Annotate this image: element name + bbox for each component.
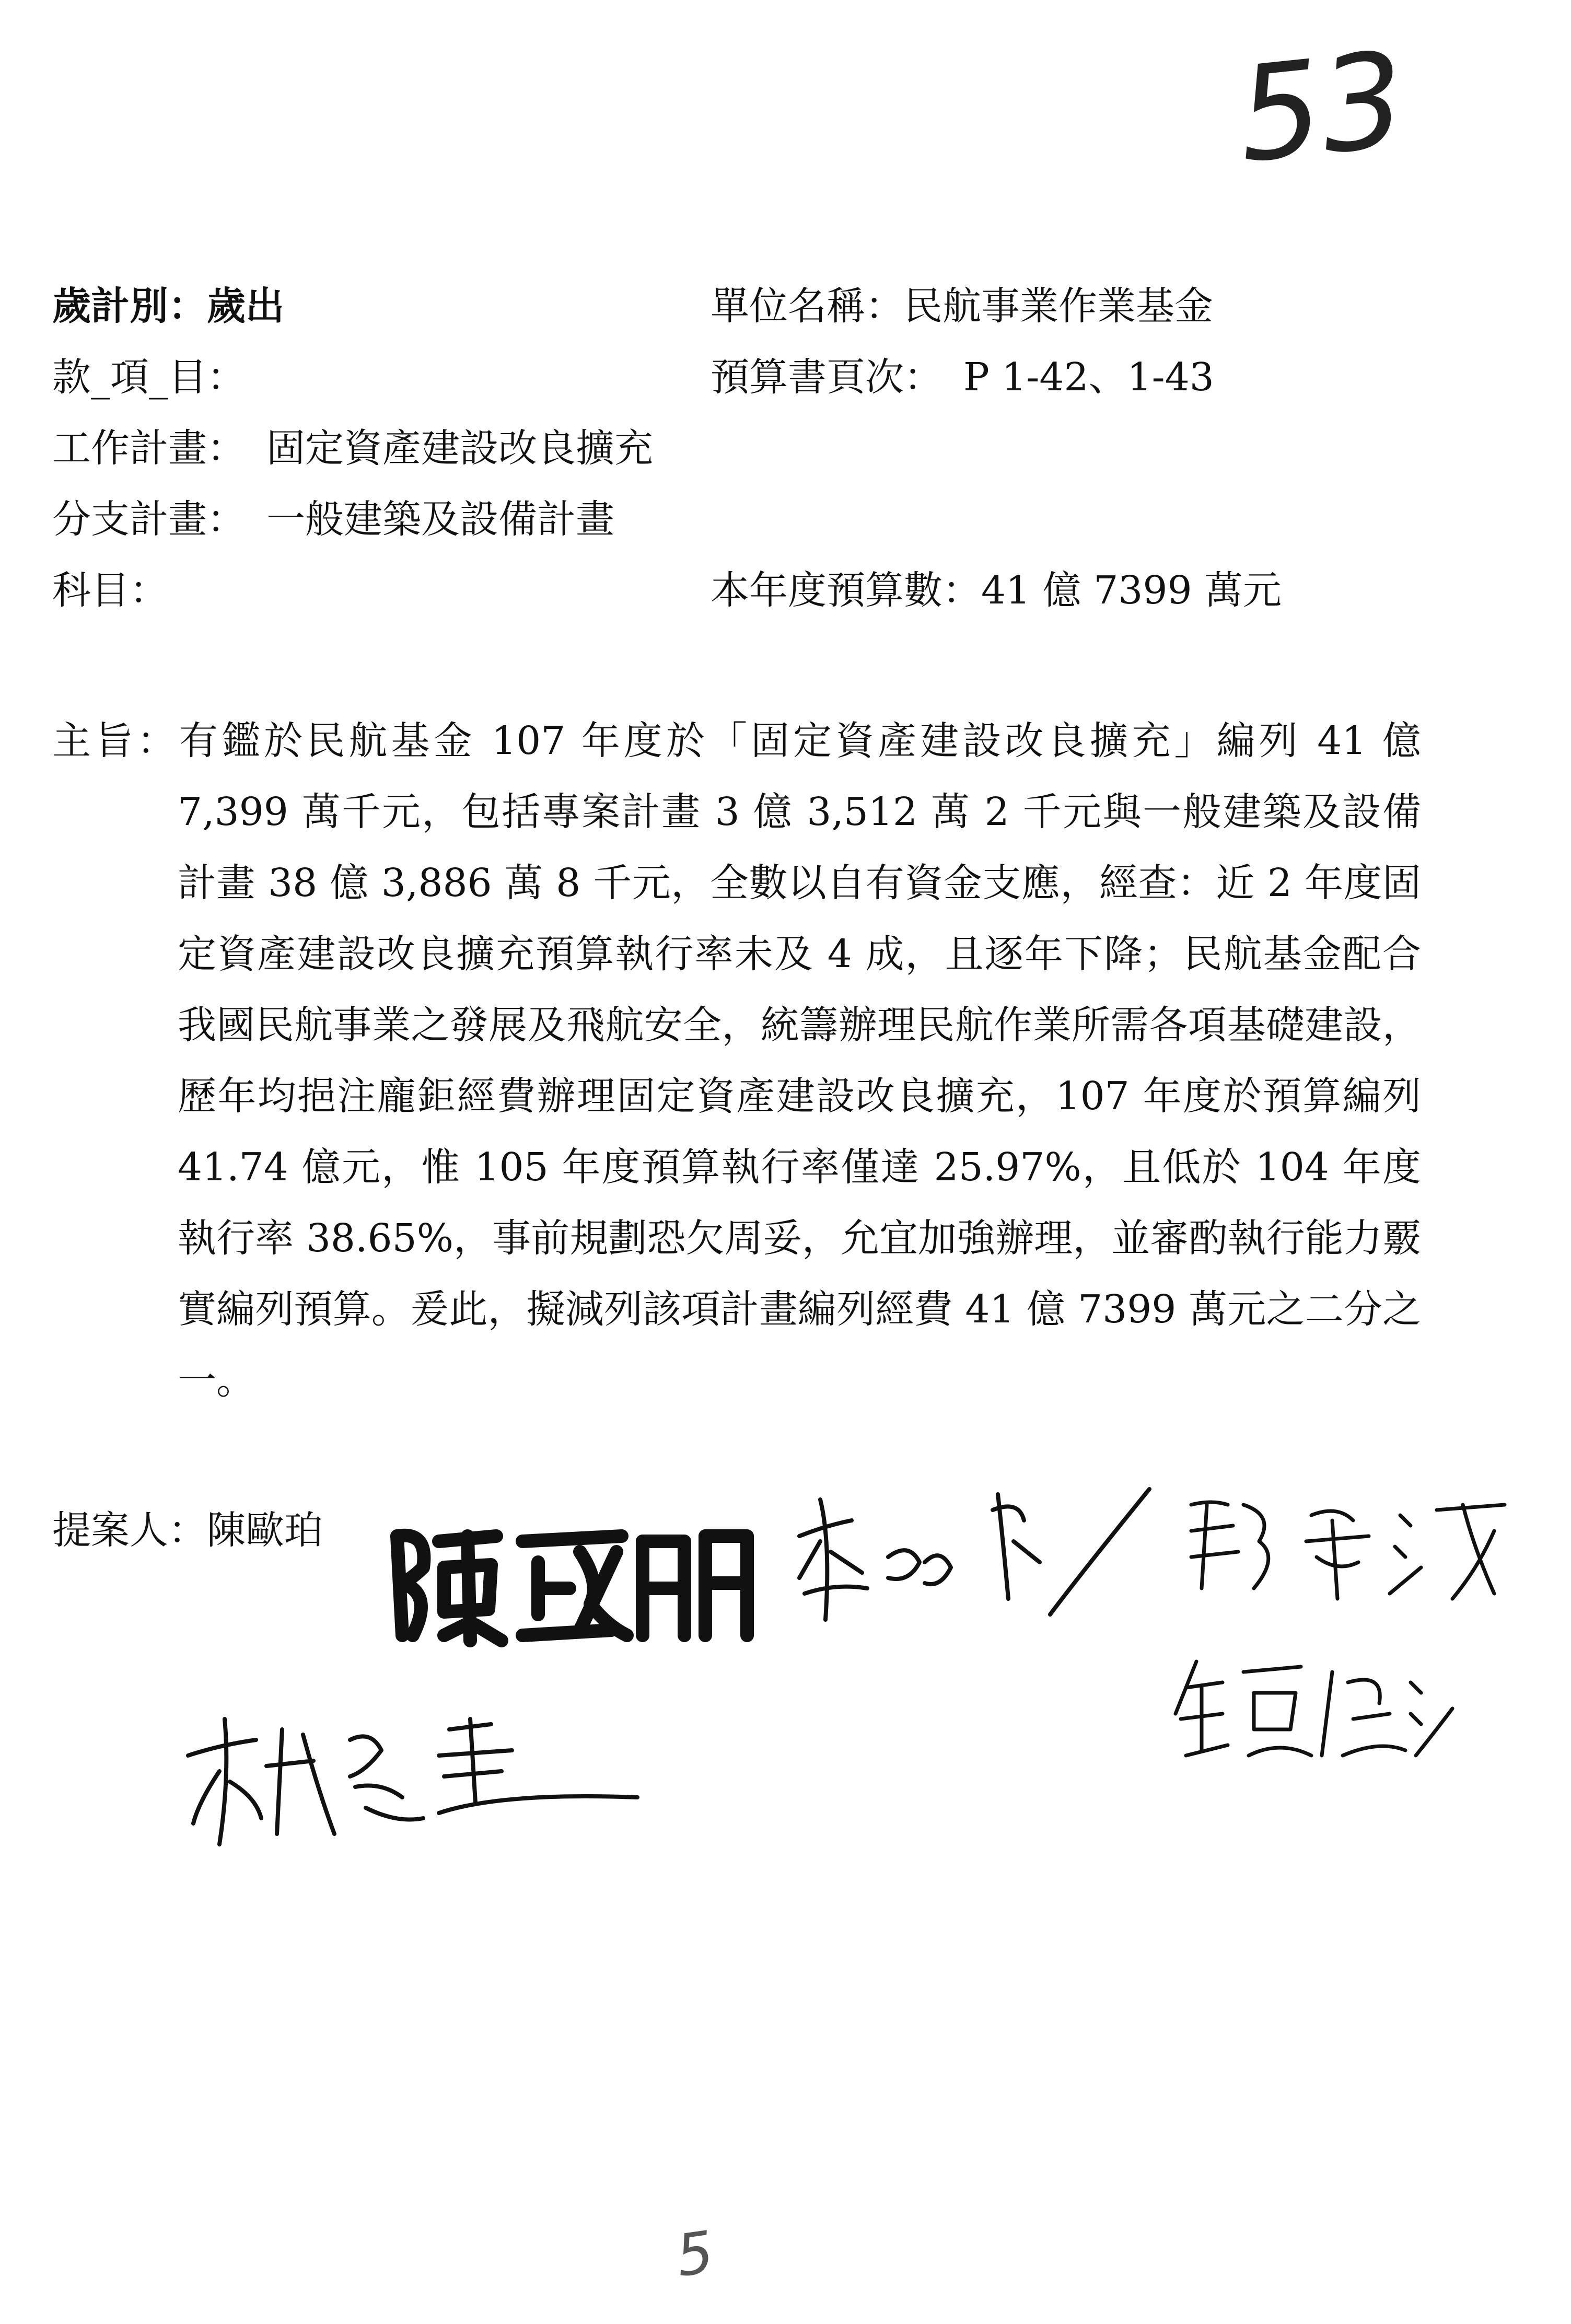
subject-row <box>52 555 653 626</box>
budget-value: 41 億 7399 萬元 <box>981 568 1282 613</box>
unit-value: 民航事業作業基金 <box>904 284 1213 329</box>
header-left-column <box>52 271 653 626</box>
page-ref-label: 預算書頁次： <box>711 355 942 400</box>
signature-lin-jun-xian <box>178 1698 648 1855</box>
signature-zhong-jia-bin <box>1165 1651 1458 1766</box>
handwritten-footer-mark: 5 <box>672 2218 718 2290</box>
page-ref-value: P 1-42、1-43 <box>963 355 1214 400</box>
proposer <box>52 1500 323 1555</box>
signature-li-kun-ze <box>789 1479 1155 1635</box>
main-purpose <box>52 705 1421 1416</box>
work-plan-label: 工作計畫： <box>52 426 246 471</box>
plan-type-label: 歲計別： <box>52 284 207 329</box>
sub-plan-label: 分支計畫： <box>52 497 246 542</box>
budget-row <box>711 555 1282 626</box>
work-plan-row <box>52 413 653 484</box>
main-label: 主旨： <box>52 718 180 763</box>
signature-zheng-bao-qing <box>1181 1484 1515 1620</box>
unit-row <box>711 271 1282 342</box>
unit-label: 單位名稱： <box>711 284 904 329</box>
header-right-column <box>711 271 1282 626</box>
budget-label: 本年度預算數： <box>711 568 981 613</box>
proposer-name: 陳歐珀 <box>207 1508 323 1553</box>
item-label: 款_項_目： <box>52 355 246 400</box>
signature-chen-ou-po <box>381 1505 758 1651</box>
work-plan-value: 固定資產建設改良擴充 <box>266 426 653 471</box>
sub-plan-value: 一般建築及設備計畫 <box>266 497 614 542</box>
main-paragraph <box>52 705 1421 1416</box>
proposer-label: 提案人： <box>52 1508 207 1553</box>
sub-plan-row <box>52 484 653 555</box>
page-ref-row <box>711 342 1282 413</box>
main-text: 有鑑於民航基金 107 年度於「固定資產建設改良擴充」編列 41 億 7,399 萬千元，包括專案計畫 3 億 3,512 萬 2 千元與一般建築及設備計畫 38 億 3,886 萬 8 千元，全數以自有資金支應，經查：近 2 年度固定資產建設改良擴充預算執行率未及 4 成，且逐年下降；民航基金配合我國民航事業之發展及飛航安全，統籌辦理民航作業所需各項基礎建設，歷年均挹注龐鉅經費辦理固定資產建設改良擴充，107 年度於預算編列 41.74 億元，惟 105 年度預算執行率僅達 25.97%，且低於 104 年度執行率 38.65%，事前規劃恐欠周妥，允宜加強辦理，並審酌執行能力覈實編列預算。爰此，擬減列該項計畫編列經費 41 億 7399 萬元之二分之一。 <box>178 718 1422 1403</box>
item-row <box>52 342 653 413</box>
plan-type-row <box>52 271 653 342</box>
subject-label: 科目： <box>52 568 168 613</box>
handwritten-page-number: 53 <box>1230 23 1412 192</box>
plan-type-value: 歲出 <box>207 284 284 329</box>
